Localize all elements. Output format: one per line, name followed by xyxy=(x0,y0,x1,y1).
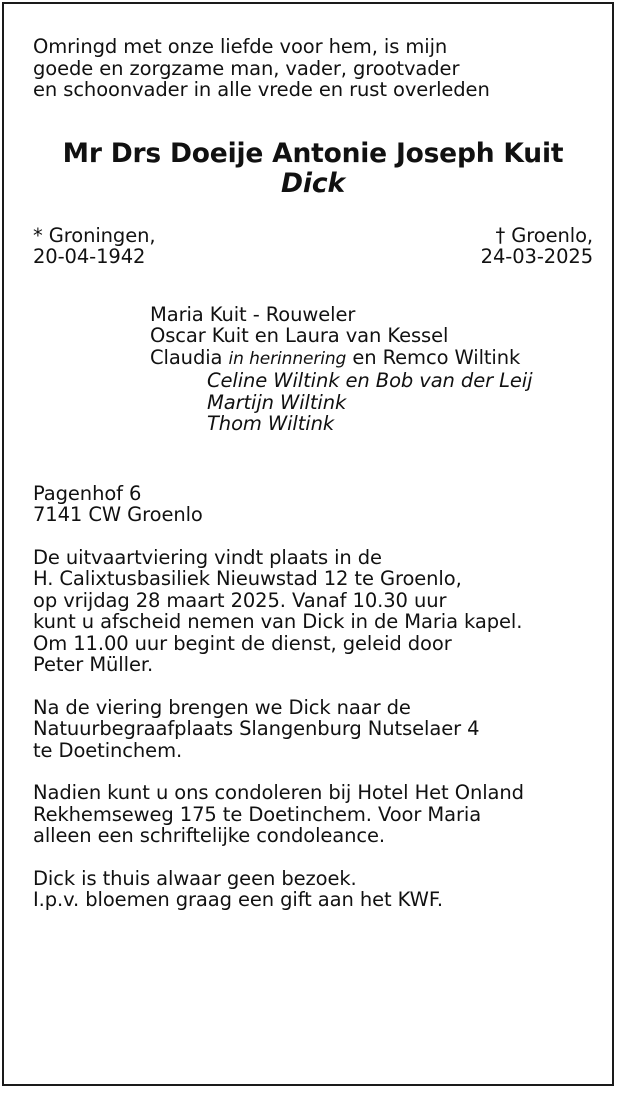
funeral-line: H. Calixtusbasiliek Nieuwstad 12 te Groenlo, xyxy=(33,567,462,590)
burial-info xyxy=(33,697,593,762)
funeral-line: Om 11.00 uur begint de dienst, geleid door xyxy=(33,631,452,655)
burial-line: Na de viering brengen we Dick naar de xyxy=(33,695,411,719)
death-info xyxy=(481,225,593,268)
life-dates xyxy=(33,225,593,268)
death-place: † Groenlo, xyxy=(495,223,593,247)
condolence-line: alleen een schriftelijke condoleance. xyxy=(33,824,386,847)
address-line: Pagenhof 6 xyxy=(33,481,142,505)
birth-place: * Groningen, xyxy=(33,223,156,247)
deceased-name-block xyxy=(33,138,593,198)
death-notice xyxy=(33,36,593,911)
burial-line: Natuurbegraafplaats Slangenburg Nutselaer 4 xyxy=(33,717,480,740)
closing-info xyxy=(33,868,593,911)
intro-line: en schoonvader in alle vrede en rust overleden xyxy=(33,78,490,101)
birth-date: 20-04-1942 xyxy=(33,245,146,268)
family-member-name: Claudia xyxy=(150,345,229,369)
closing-line: Dick is thuis alwaar geen bezoek. xyxy=(33,866,357,890)
intro-text xyxy=(33,36,593,101)
deceased-full-name: Mr Drs Doeije Antonie Joseph Kuit xyxy=(62,137,564,169)
address-line: 7141 CW Groenlo xyxy=(33,503,203,526)
intro-line: Omringd met onze liefde voor hem, is mijn xyxy=(33,35,448,58)
closing-line: I.p.v. bloemen graag een gift aan het KWF. xyxy=(33,888,443,911)
birth-info xyxy=(33,225,155,268)
family-member xyxy=(150,347,593,371)
family-list xyxy=(33,304,593,435)
condolence-info xyxy=(33,782,593,847)
burial-line: te Doetinchem. xyxy=(33,738,183,762)
funeral-line: op vrijdag 28 maart 2025. Vanaf 10.30 uur xyxy=(33,588,447,612)
grandchild: Celine Wiltink en Bob van der Leij xyxy=(207,369,533,392)
family-member: Maria Kuit - Rouweler xyxy=(150,302,356,326)
funeral-line: kunt u afscheid nemen van Dick in de Maria kapel. xyxy=(33,610,523,633)
intro-line: goede en zorgzame man, vader, grootvader xyxy=(33,56,460,80)
grandchild: Martijn Wiltink xyxy=(207,390,347,414)
funeral-line: Peter Müller. xyxy=(33,653,154,676)
family-member-partner: en Remco Wiltink xyxy=(346,345,521,369)
home-address xyxy=(33,483,593,526)
condolence-line: Nadien kunt u ons condoleren bij Hotel Het Onland xyxy=(33,781,524,804)
funeral-line: De uitvaartviering vindt plaats in de xyxy=(33,545,382,569)
grandchild: Thom Wiltink xyxy=(207,412,335,435)
condolence-line: Rekhemseweg 175 te Doetinchem. Voor Maria xyxy=(33,802,482,826)
deceased-nickname: Dick xyxy=(280,167,345,199)
in-memory-note: in herinnering xyxy=(228,348,347,369)
funeral-info xyxy=(33,547,593,676)
death-date: 24-03-2025 xyxy=(480,245,593,268)
family-member: Oscar Kuit en Laura van Kessel xyxy=(150,324,449,347)
